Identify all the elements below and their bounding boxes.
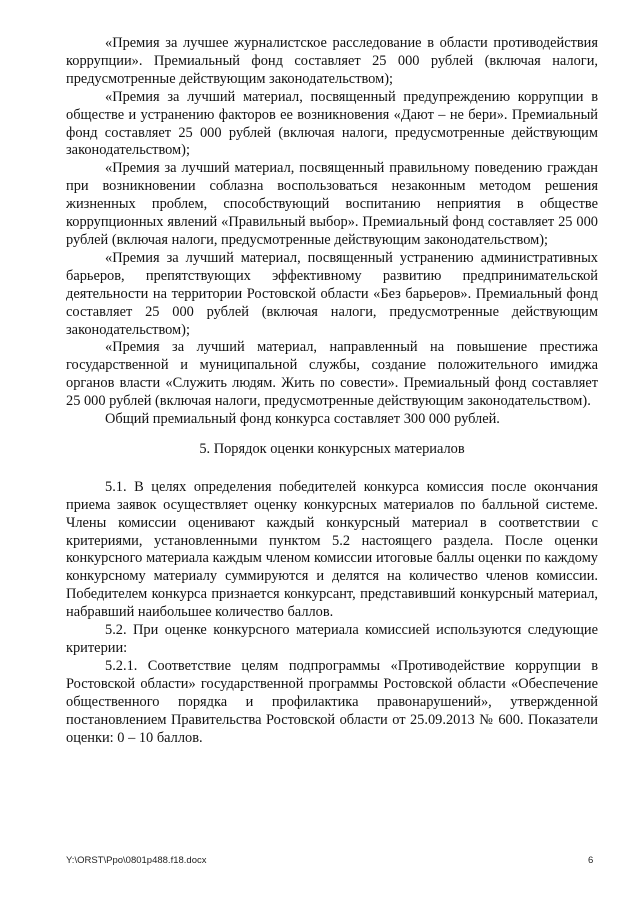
document-page xyxy=(66,35,598,747)
clause-5-2-1: 5.2.1. Соответствие целям подпрограммы «Противодействие коррупции в Ростовской области» государственной программы Ростовской области «Обеспечение общественного порядка и профилактика правонарушений», утвержденной постановлением Правительства Ростовской области от 25.09.2013 № 600. Показатели оценки: 0 – 10 баллов. xyxy=(66,657,598,746)
footer-page-number: 6 xyxy=(588,855,594,866)
award-paragraph: «Премия за лучший материал, посвященный устранению административных барьеров, препятствующих эффективному развитию предпринимательской деятельности на территории Ростовской области «Без барьеров». Премиальный фонд составляет 25 000 рублей (включая налоги, предусмотренные действующим законодательством); xyxy=(66,249,598,338)
award-paragraph: «Премия за лучший материал, направленный на повышение престижа государственной и муниципальной службы, создание положительного имиджа органов власти «Служить людям. Жить по совести». Премиальный фонд составляет 25 000 рублей (включая налоги, предусмотренные действующим законодательством). xyxy=(66,339,598,410)
award-paragraph: «Премия за лучший материал, посвященный правильному поведению граждан при возникновении соблазна воспользоваться незаконным методом решения жизненных проблем, способствующий воспитанию неприятия в обществе коррупционных явлений «Правильный выбор». Премиальный фонд составляет 25 000 рублей (включая налоги, предусмотренные действующим законодательством); xyxy=(66,160,598,248)
footer-file-path: Y:\ORST\Ppo\0801p488.f18.docx xyxy=(66,855,207,866)
section-heading: 5. Порядок оценки конкурсных материалов xyxy=(199,440,465,457)
clause-5-1: 5.1. В целях определения победителей конкурса комиссия после окончания приема заявок осуществляет оценку конкурсных материалов по балльной системе. Члены комиссии оценивают каждый конкурсный материал в соответствии с критериями, установленными пунктом 5.2 настоящего раздела. После оценки конкурсного материала каждым членом комиссии итоговые баллы оценки по каждому конкурсному материалу суммируются и делятся на количество членов комиссии. Победителем конкурса признается конкурсант, представивший конкурсный материал, набравший наибольшее количество баллов. xyxy=(66,478,598,621)
award-paragraph: «Премия за лучшее журналистское расследование в области противодействия коррупции». Премиальный фонд составляет 25 000 рублей (включая налоги, предусмотренные действующим законодательством); xyxy=(66,35,598,87)
clause-5-2: 5.2. При оценке конкурсного материала комиссией используются следующие критерии: xyxy=(66,622,598,656)
award-paragraph: «Премия за лучший материал, посвященный предупреждению коррупции в обществе и устранению факторов ее возникновения «Дают – не бери». Премиальный фонд составляет 25 000 рублей (включая налоги, предусмотренные действующим законодательством); xyxy=(66,88,598,159)
total-fund-paragraph: Общий премиальный фонд конкурса составляет 300 000 рублей. xyxy=(105,411,500,428)
